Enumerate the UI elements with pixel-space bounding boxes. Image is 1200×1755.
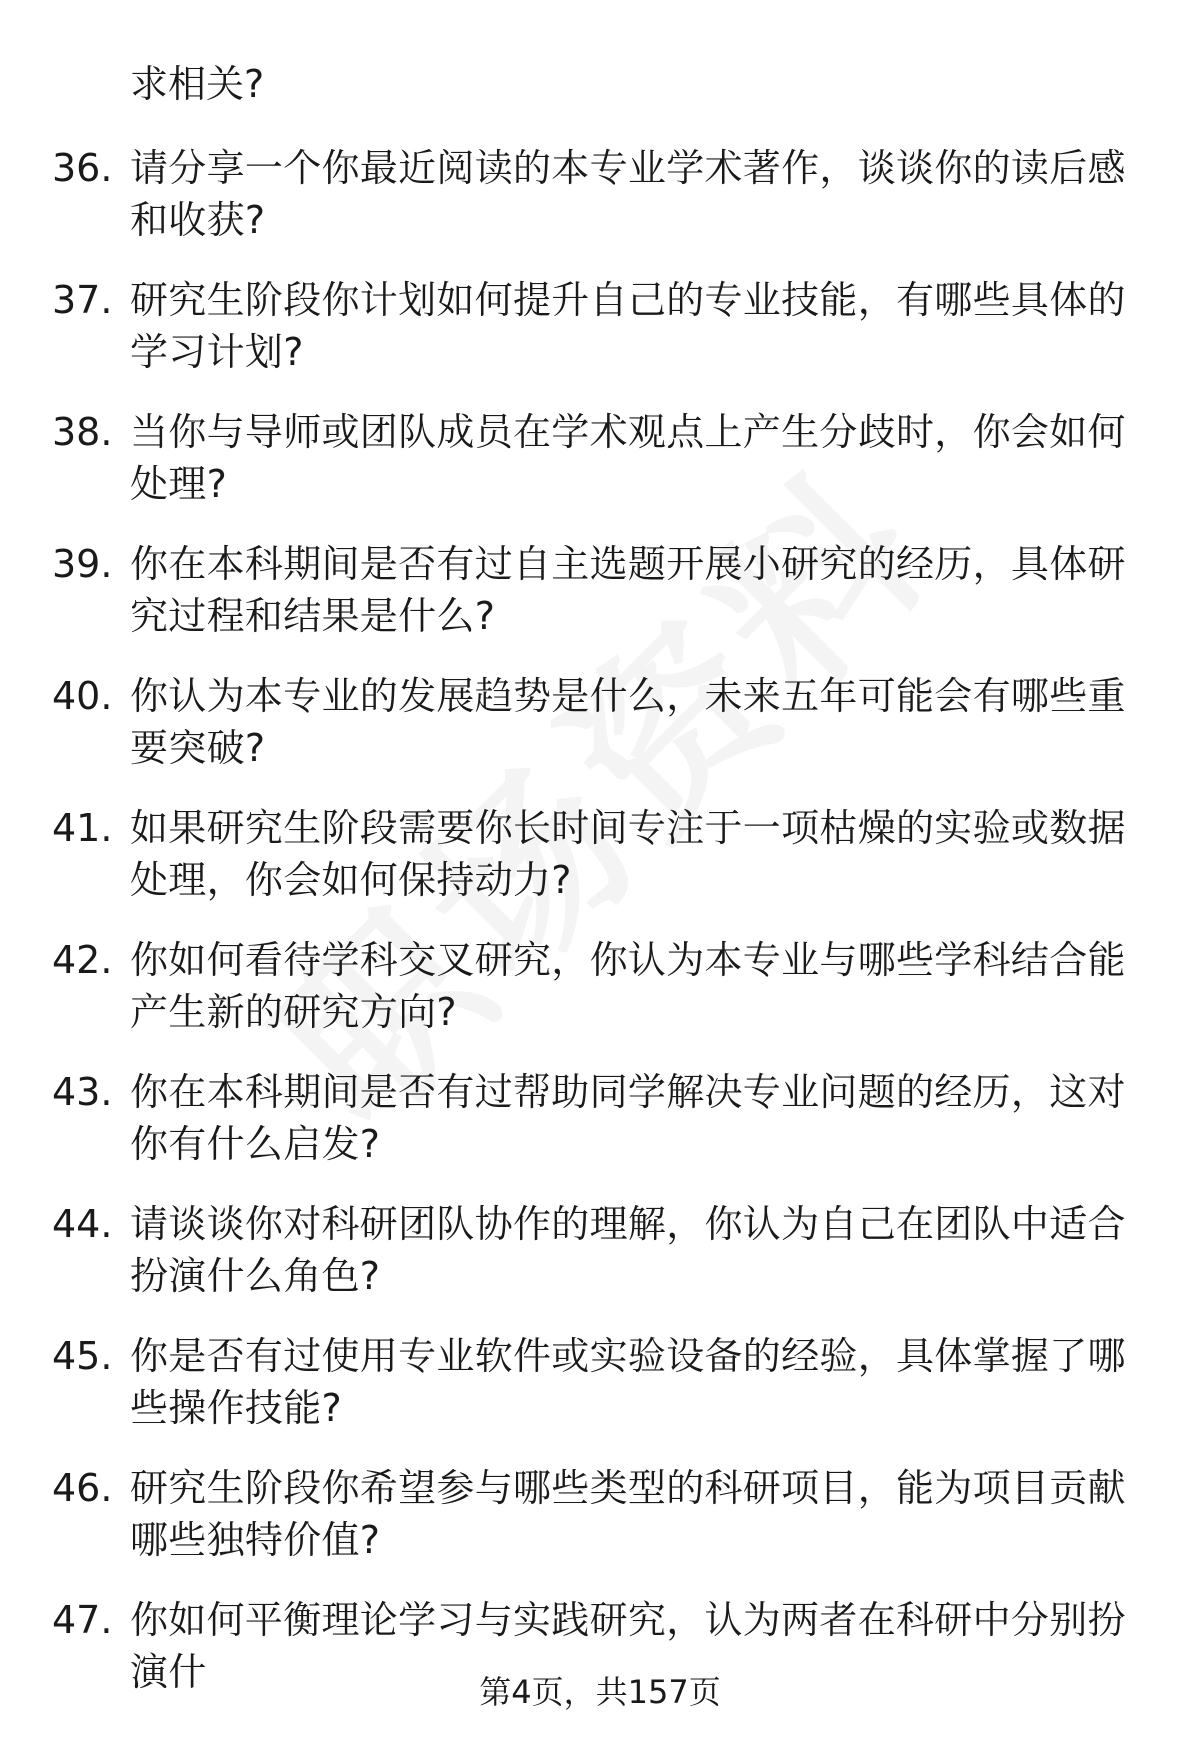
question-number: 47. <box>52 1598 113 1642</box>
question-number: 46. <box>52 1466 113 1510</box>
question-item-40 <box>0 670 1200 802</box>
question-number: 43. <box>52 1070 113 1114</box>
question-number: 45. <box>52 1334 113 1378</box>
question-text: 你在本科期间是否有过帮助同学解决专业问题的经历，这对你有什么启发? <box>130 1070 1126 1166</box>
question-text: 当你与导师或团队成员在学术观点上产生分歧时，你会如何处理? <box>130 410 1126 506</box>
question-number: 38. <box>52 410 113 454</box>
question-text: 如果研究生阶段需要你长时间专注于一项枯燥的实验或数据处理，你会如何保持动力? <box>130 806 1126 902</box>
question-item-37 <box>0 274 1200 406</box>
question-number: 41. <box>52 806 113 850</box>
continuation-text: 求相关? <box>130 62 265 106</box>
question-number: 36. <box>52 146 113 190</box>
question-item-43 <box>0 1066 1200 1198</box>
question-item-42 <box>0 934 1200 1066</box>
question-list <box>0 142 1200 1726</box>
question-text: 请分享一个你最近阅读的本专业学术著作，谈谈你的读后感和收获? <box>130 146 1126 242</box>
question-item-46 <box>0 1462 1200 1594</box>
question-item-39 <box>0 538 1200 670</box>
question-number: 39. <box>52 542 113 586</box>
question-text: 你如何看待学科交叉研究，你认为本专业与哪些学科结合能产生新的研究方向? <box>130 938 1126 1034</box>
question-text: 研究生阶段你计划如何提升自己的专业技能，有哪些具体的学习计划? <box>130 278 1126 374</box>
question-text: 请谈谈你对科研团队协作的理解，你认为自己在团队中适合扮演什么角色? <box>130 1202 1126 1298</box>
question-item-41 <box>0 802 1200 934</box>
question-item-36 <box>0 142 1200 274</box>
question-number: 44. <box>52 1202 113 1246</box>
question-text: 你如何平衡理论学习与实践研究，认为两者在科研中分别扮演什 <box>130 1598 1126 1694</box>
question-text: 研究生阶段你希望参与哪些类型的科研项目，能为项目贡献哪些独特价值? <box>130 1466 1126 1562</box>
page-footer: 第4页，共157页 <box>479 1673 721 1711</box>
question-text: 你是否有过使用专业软件或实验设备的经验，具体掌握了哪些操作技能? <box>130 1334 1126 1430</box>
question-text: 你认为本专业的发展趋势是什么，未来五年可能会有哪些重要突破? <box>130 674 1126 770</box>
question-number: 40. <box>52 674 113 718</box>
question-item-38 <box>0 406 1200 538</box>
question-text: 你在本科期间是否有过自主选题开展小研究的经历，具体研究过程和结果是什么? <box>130 542 1126 638</box>
question-number: 37. <box>52 278 113 322</box>
question-number: 42. <box>52 938 113 982</box>
question-item-44 <box>0 1198 1200 1330</box>
question-item-45 <box>0 1330 1200 1462</box>
